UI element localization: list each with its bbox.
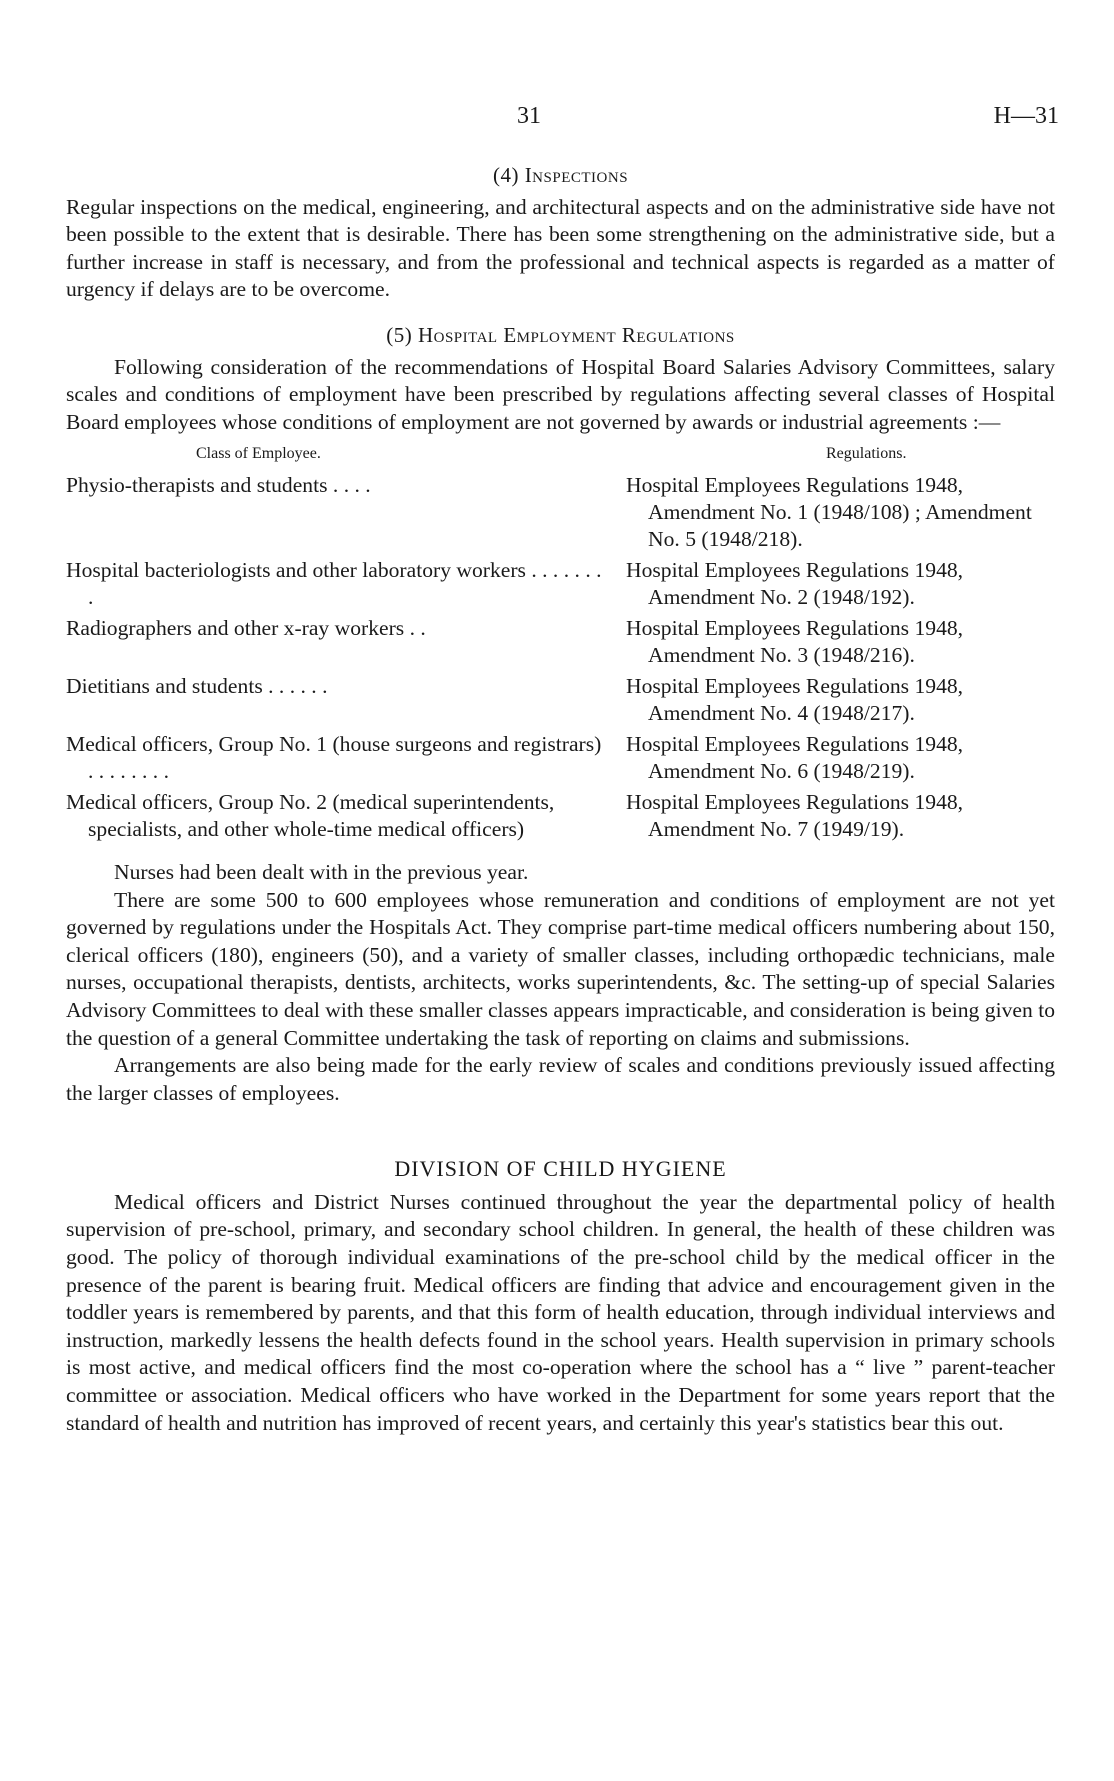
employee-class: Hospital bacteriologists and other laboratory workers . . . . . . . . bbox=[66, 557, 602, 609]
regulation-ref: Hospital Employees Regulations 1948, Amendment No. 4 (1948/217). bbox=[626, 673, 964, 725]
child-hygiene-heading: DIVISION OF CHILD HYGIENE bbox=[394, 1156, 727, 1182]
regulation-ref: Hospital Employees Regulations 1948, Amendment No. 2 (1948/192). bbox=[626, 557, 964, 609]
page-reference: H—31 bbox=[993, 103, 1059, 129]
employment-paragraph: Arrangements are also being made for the early review of scales and conditions previously issued affecting the larger classes of employees. bbox=[66, 1053, 1055, 1105]
child-hygiene-paragraph: Medical officers and District Nurses continued throughout the year the departmental policy of health supervision of pre-school, primary, and secondary school children. In general, the health of these children was good. The policy of thorough individual examinations of the pre-school child by the medical officer in the presence of the parent is bearing fruit. Medical officers are finding that advice and encouragement given in the toddler years is remembered by parents, and that this form of health education, through individual interviews and instruction, markedly lessens the health defects found in the school years. Health supervision in primary schools is most active, and medical officers find the most co-operation where the school has a “ live ” parent-teacher committee or association. Medical officers who have worked in the Department for some years report that the standard of health and nutrition has improved of recent years, and certainly this year's statistics bear this out. bbox=[66, 1189, 1055, 1435]
employee-class: Medical officers, Group No. 2 (medical superintendents, specialists, and other whole-time medical officers) bbox=[66, 789, 555, 841]
class-column-header: Class of Employee. bbox=[196, 445, 321, 463]
table-row bbox=[66, 472, 1055, 557]
table-row bbox=[66, 673, 1055, 731]
employment-intro: Following consideration of the recommendations of Hospital Board Salaries Advisory Committees, salary scales and conditions of employment have been prescribed by regulations affecting several classes of Hospital Board employees whose conditions of employment are not governed by awards or industrial agreements :— bbox=[66, 354, 1055, 434]
regulation-ref: Hospital Employees Regulations 1948, Amendment No. 6 (1948/219). bbox=[626, 731, 964, 783]
employee-class: Physio-therapists and students . . . . bbox=[66, 472, 371, 497]
table-row bbox=[66, 615, 1055, 673]
employment-heading: (5) Hospital Employment Regulations bbox=[386, 322, 735, 347]
table-header-row bbox=[66, 440, 1055, 472]
regulations-table bbox=[66, 440, 1055, 847]
employee-class: Medical officers, Group No. 1 (house surgeons and registrars) . . . . . . . . bbox=[66, 731, 602, 783]
document-body bbox=[66, 162, 1055, 1437]
regulation-ref: Hospital Employees Regulations 1948, Amendment No. 3 (1948/216). bbox=[626, 615, 964, 667]
inspections-paragraph: Regular inspections on the medical, engineering, and architectural aspects and on the administrative side have not been possible to the extent that is desirable. There has been some strengthening on the administrative side, but a further increase in staff is necessary, and from the professional and technical aspects is regarded as a matter of urgency if delays are to be overcome. bbox=[66, 194, 1055, 302]
inspections-heading: (4) Inspections bbox=[492, 163, 629, 187]
page-number: 31 bbox=[517, 103, 541, 129]
employment-paragraph: There are some 500 to 600 employees whose remuneration and conditions of employment are not yet governed by regulations under the Hospitals Act. They comprise part-time medical officers numbering about 150, clerical officers (180), engineers (50), and a variety of smaller classes, including orthopædic technicians, male nurses, occupational therapists, dentists, architects, works superintendents, &c. The setting-up of special Salaries Advisory Committees to deal with these smaller classes appears impracticable, and consideration is being given to the question of a general Committee undertaking the task of reporting on claims and submissions. bbox=[66, 887, 1055, 1050]
regulation-ref: Hospital Employees Regulations 1948, Amendment No. 1 (1948/108) ; Amendment No. 5 (1948/218). bbox=[626, 472, 1032, 551]
employment-paragraph: Nurses had been dealt with in the previous year. bbox=[114, 859, 529, 884]
employee-class: Dietitians and students . . . . . . bbox=[66, 673, 328, 698]
table-row bbox=[66, 557, 1055, 615]
regulations-column-header: Regulations. bbox=[826, 445, 907, 463]
employee-class: Radiographers and other x-ray workers . . bbox=[66, 615, 426, 640]
regulation-ref: Hospital Employees Regulations 1948, Amendment No. 7 (1949/19). bbox=[626, 789, 964, 841]
table-row bbox=[66, 789, 1055, 847]
table-row bbox=[66, 731, 1055, 789]
